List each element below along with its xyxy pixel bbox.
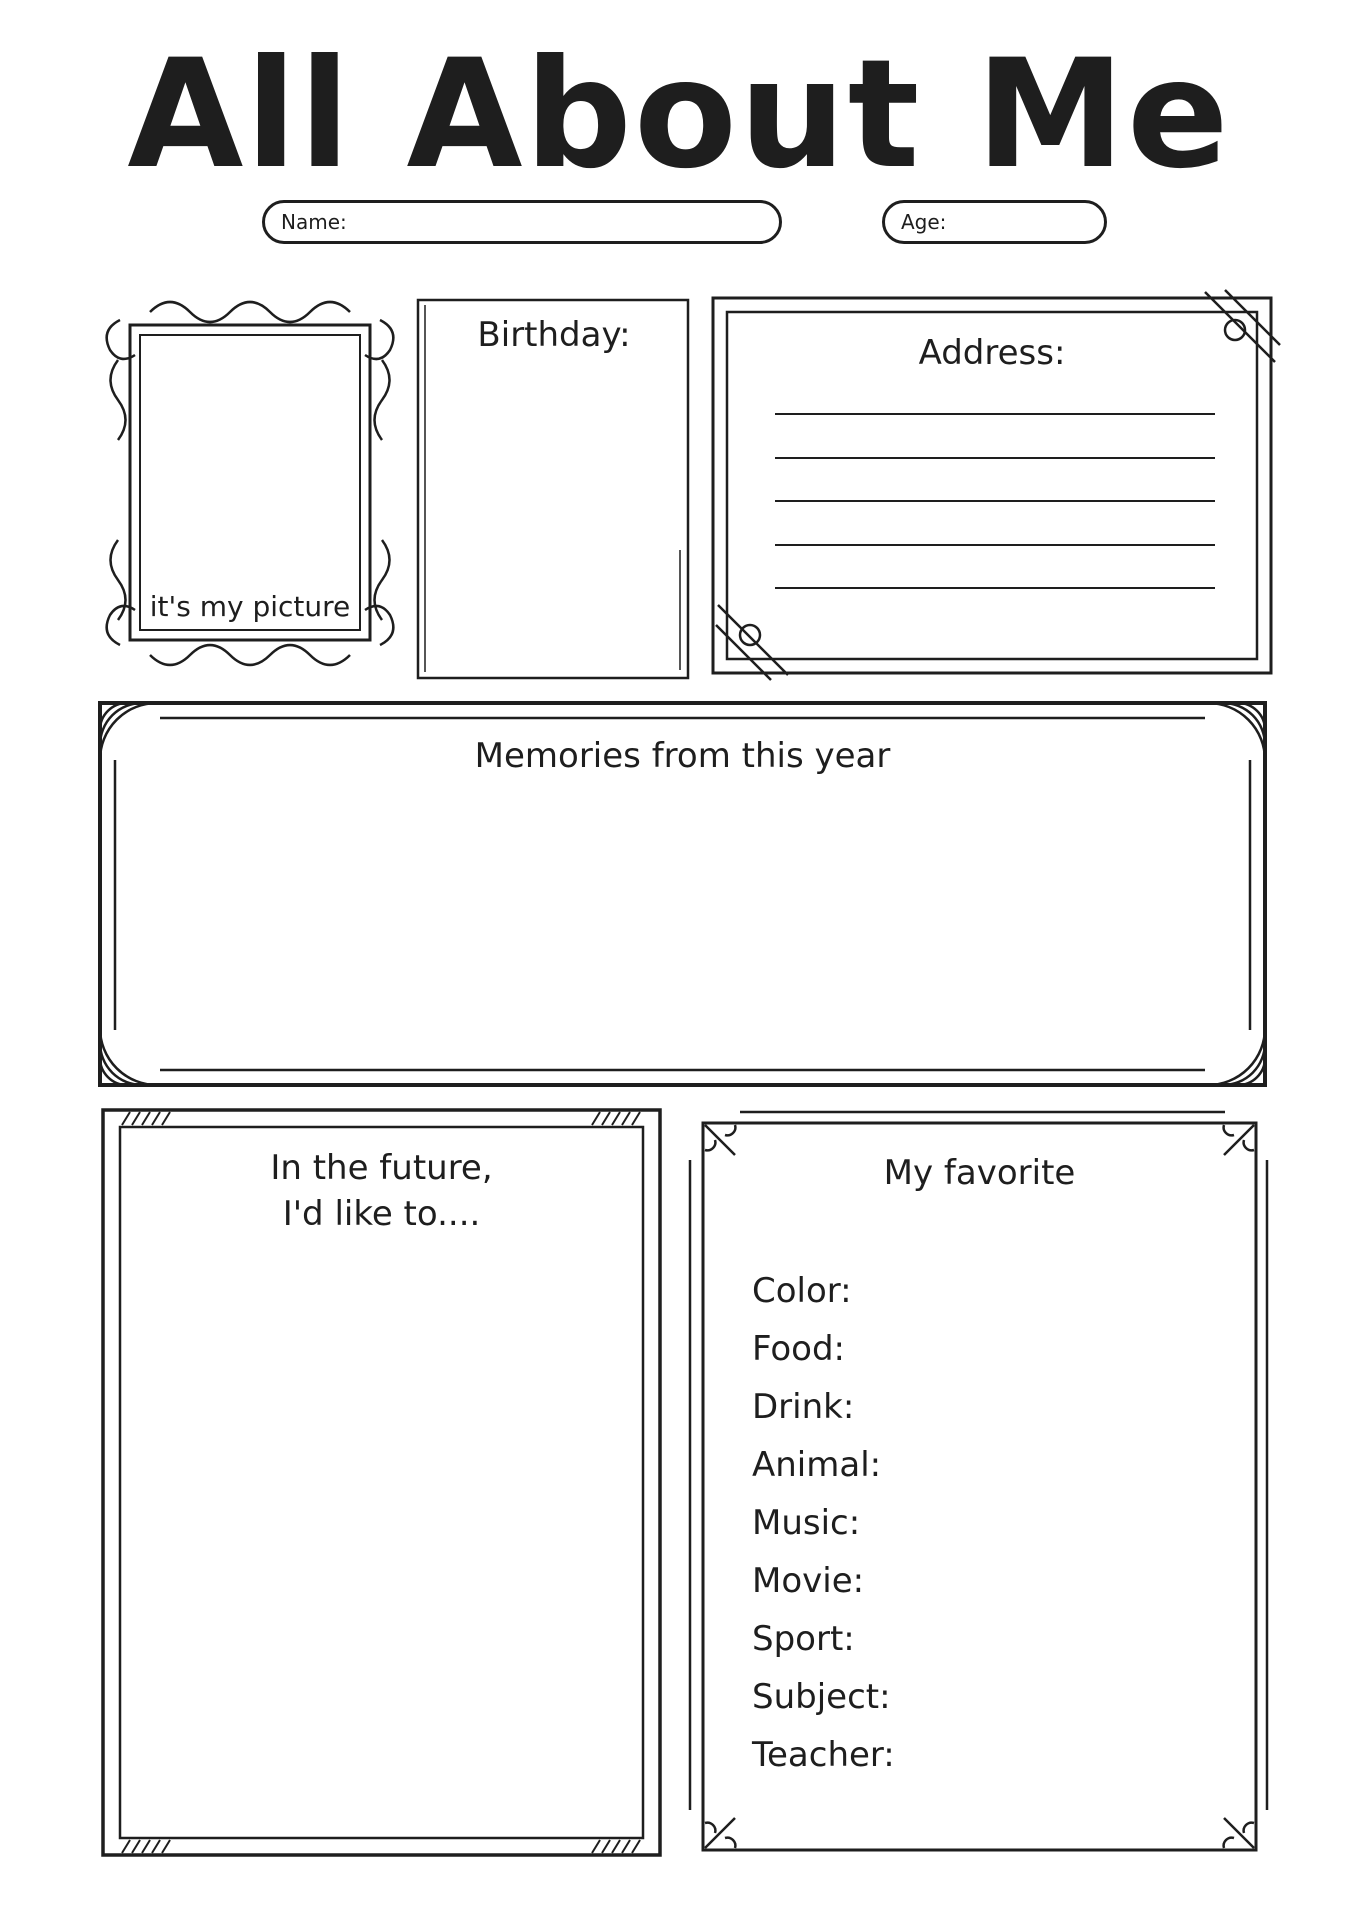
favorite-item-sport: Sport: [752, 1619, 855, 1659]
favorite-item-music: Music: [752, 1503, 861, 1543]
age-field[interactable] [882, 200, 1107, 244]
future-label [120, 1145, 643, 1237]
future-line-1: In the future, [270, 1148, 493, 1188]
address-label: Address: [918, 333, 1066, 373]
favorite-item-color: Color: [752, 1271, 852, 1311]
picture-box[interactable] [140, 345, 360, 580]
birthday-frame [418, 300, 688, 678]
favorite-item-teacher: Teacher: [752, 1735, 895, 1775]
name-field[interactable] [262, 200, 782, 244]
memories-label: Memories from this year [474, 736, 891, 776]
future-line-2: I'd like to.... [282, 1194, 481, 1234]
picture-caption: it's my picture [149, 590, 351, 623]
favorite-item-animal: Animal: [752, 1445, 882, 1485]
birthday-label: Birthday: [477, 315, 631, 355]
page-title: All About Me [127, 28, 1231, 202]
favorite-title: My favorite [883, 1153, 1076, 1193]
memories-writing-area[interactable] [130, 790, 1235, 1050]
future-writing-area[interactable] [130, 1250, 633, 1820]
favorite-item-drink: Drink: [752, 1387, 855, 1427]
favorite-item-movie: Movie: [752, 1561, 865, 1601]
favorite-item-food: Food: [752, 1329, 845, 1369]
favorite-item-subject: Subject: [752, 1677, 891, 1717]
favorite-list [752, 1262, 1222, 1784]
name-label: Name: [281, 210, 347, 234]
age-label: Age: [901, 210, 947, 234]
